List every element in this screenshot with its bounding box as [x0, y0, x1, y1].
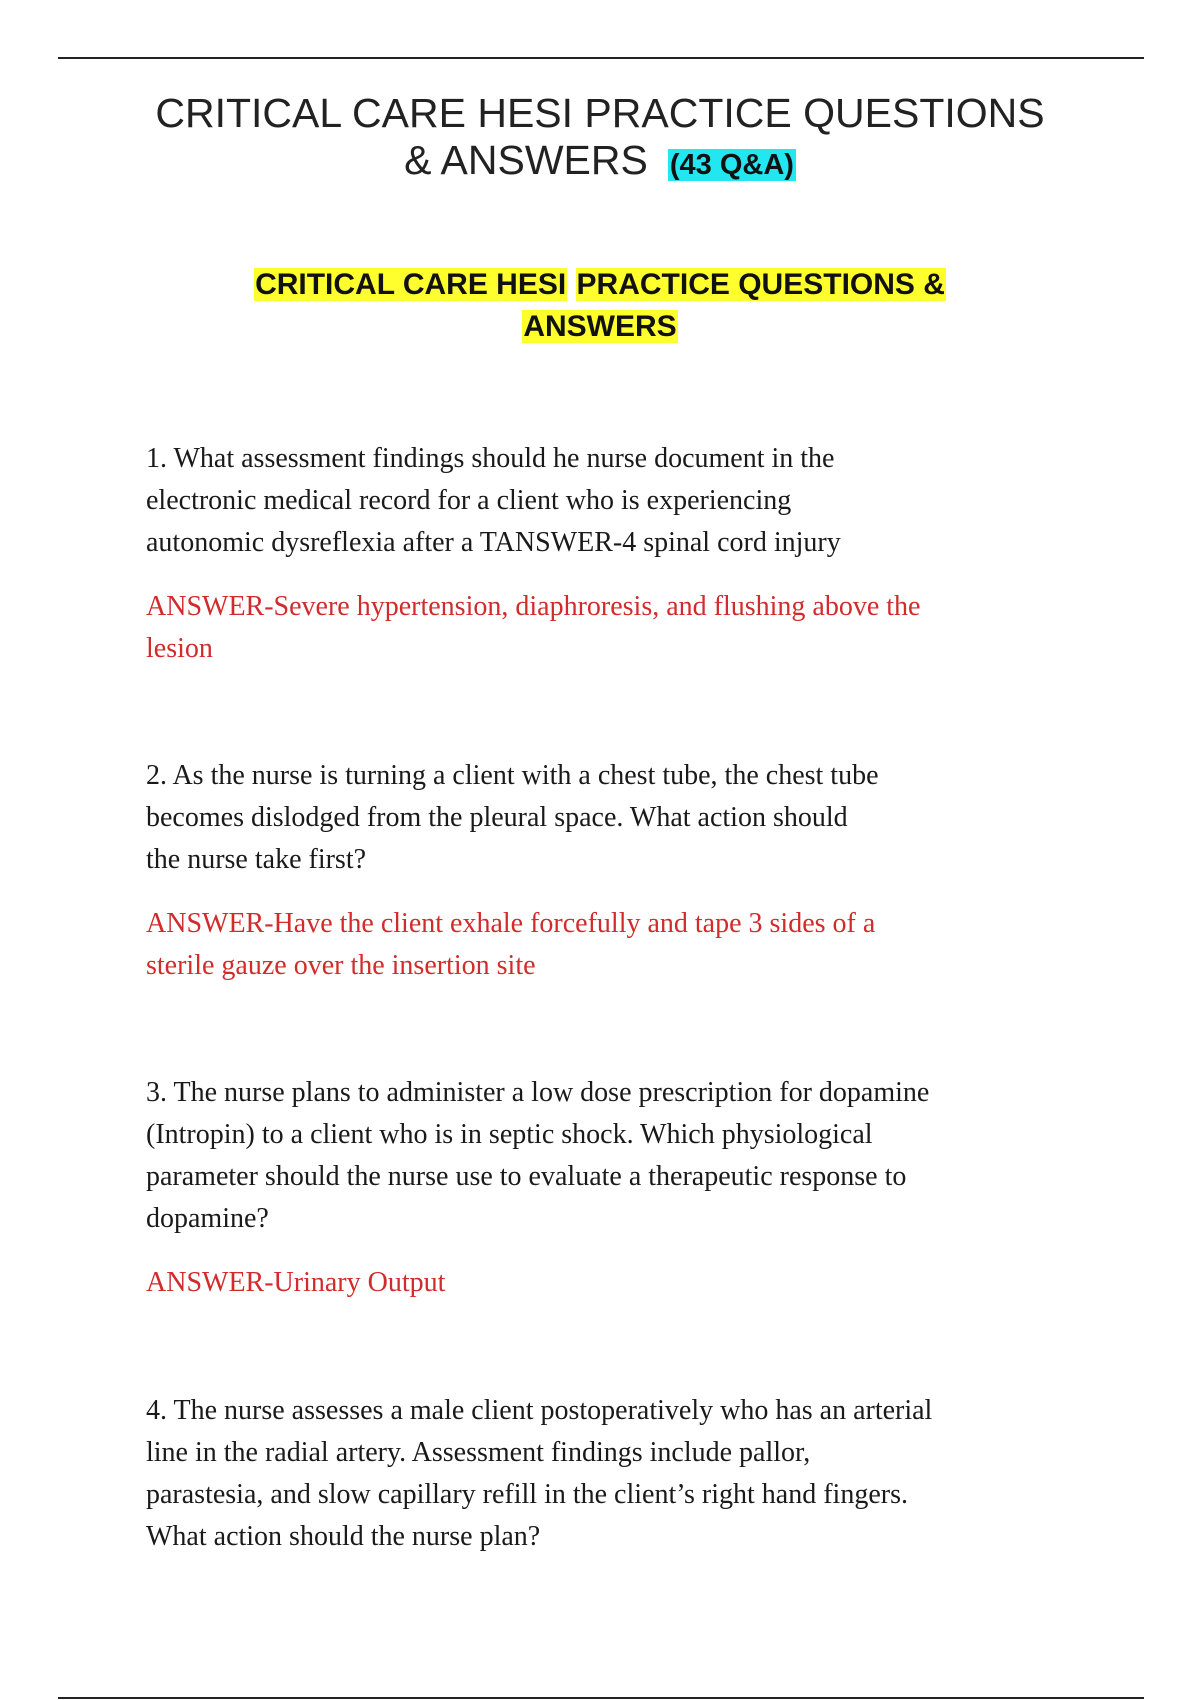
qa-item-2	[146, 755, 1076, 987]
question-3	[146, 1072, 1076, 1240]
question-line: 3. The nurse plans to administer a low dose prescription for dopamine	[146, 1077, 930, 1108]
qa-item-4	[146, 1390, 1076, 1558]
question-line: 1. What assessment findings should he nurse document in the	[146, 443, 835, 474]
question-line: parameter should the nurse use to evaluate a therapeutic response to	[146, 1161, 907, 1192]
question-line: parastesia, and slow capillary refill in the client’s right hand fingers.	[146, 1479, 908, 1510]
question-2	[146, 755, 1076, 881]
title-line-2: & ANSWERS	[404, 137, 648, 183]
bottom-rule	[58, 1697, 1144, 1699]
answer-2	[146, 903, 1076, 987]
question-line: 2. As the nurse is turning a client with a chest tube, the chest tube	[146, 760, 879, 791]
qa-item-1	[146, 438, 1076, 670]
question-line: line in the radial artery. Assessment findings include pallor,	[146, 1437, 811, 1468]
question-line: 4. The nurse assesses a male client postoperatively who has an arterial	[146, 1395, 933, 1426]
answer-line: ANSWER-Have the client exhale forcefully and tape 3 sides of a	[146, 908, 876, 939]
highlighted-subtitle	[0, 264, 1200, 348]
question-line: What action should the nurse plan?	[146, 1521, 541, 1552]
question-line: electronic medical record for a client who is experiencing	[146, 485, 792, 516]
title-line-1: CRITICAL CARE HESI PRACTICE QUESTIONS	[155, 90, 1045, 136]
document-title	[0, 90, 1200, 189]
subtitle-line-2: ANSWERS	[523, 310, 677, 343]
count-badge: (43 Q&A)	[669, 149, 794, 181]
answer-1	[146, 586, 1076, 670]
subtitle-part-2: PRACTICE QUESTIONS &	[576, 268, 945, 301]
top-rule	[58, 57, 1144, 59]
question-line: becomes dislodged from the pleural space. What action should	[146, 802, 848, 833]
question-line: the nurse take first?	[146, 844, 367, 875]
answer-line: lesion	[146, 633, 213, 664]
question-line: dopamine?	[146, 1203, 269, 1234]
answer-line: ANSWER-Urinary Output	[146, 1267, 446, 1298]
subtitle-part-1: CRITICAL CARE HESI	[255, 268, 567, 301]
qa-item-3	[146, 1072, 1076, 1304]
question-line: (Intropin) to a client who is in septic shock. Which physiological	[146, 1119, 873, 1150]
question-4	[146, 1390, 1076, 1558]
question-1	[146, 438, 1076, 564]
question-line: autonomic dysreflexia after a TANSWER-4 spinal cord injury	[146, 527, 841, 558]
answer-3	[146, 1262, 1076, 1304]
answer-line: ANSWER-Severe hypertension, diaphroresis, and flushing above the	[146, 591, 921, 622]
answer-line: sterile gauze over the insertion site	[146, 950, 536, 981]
